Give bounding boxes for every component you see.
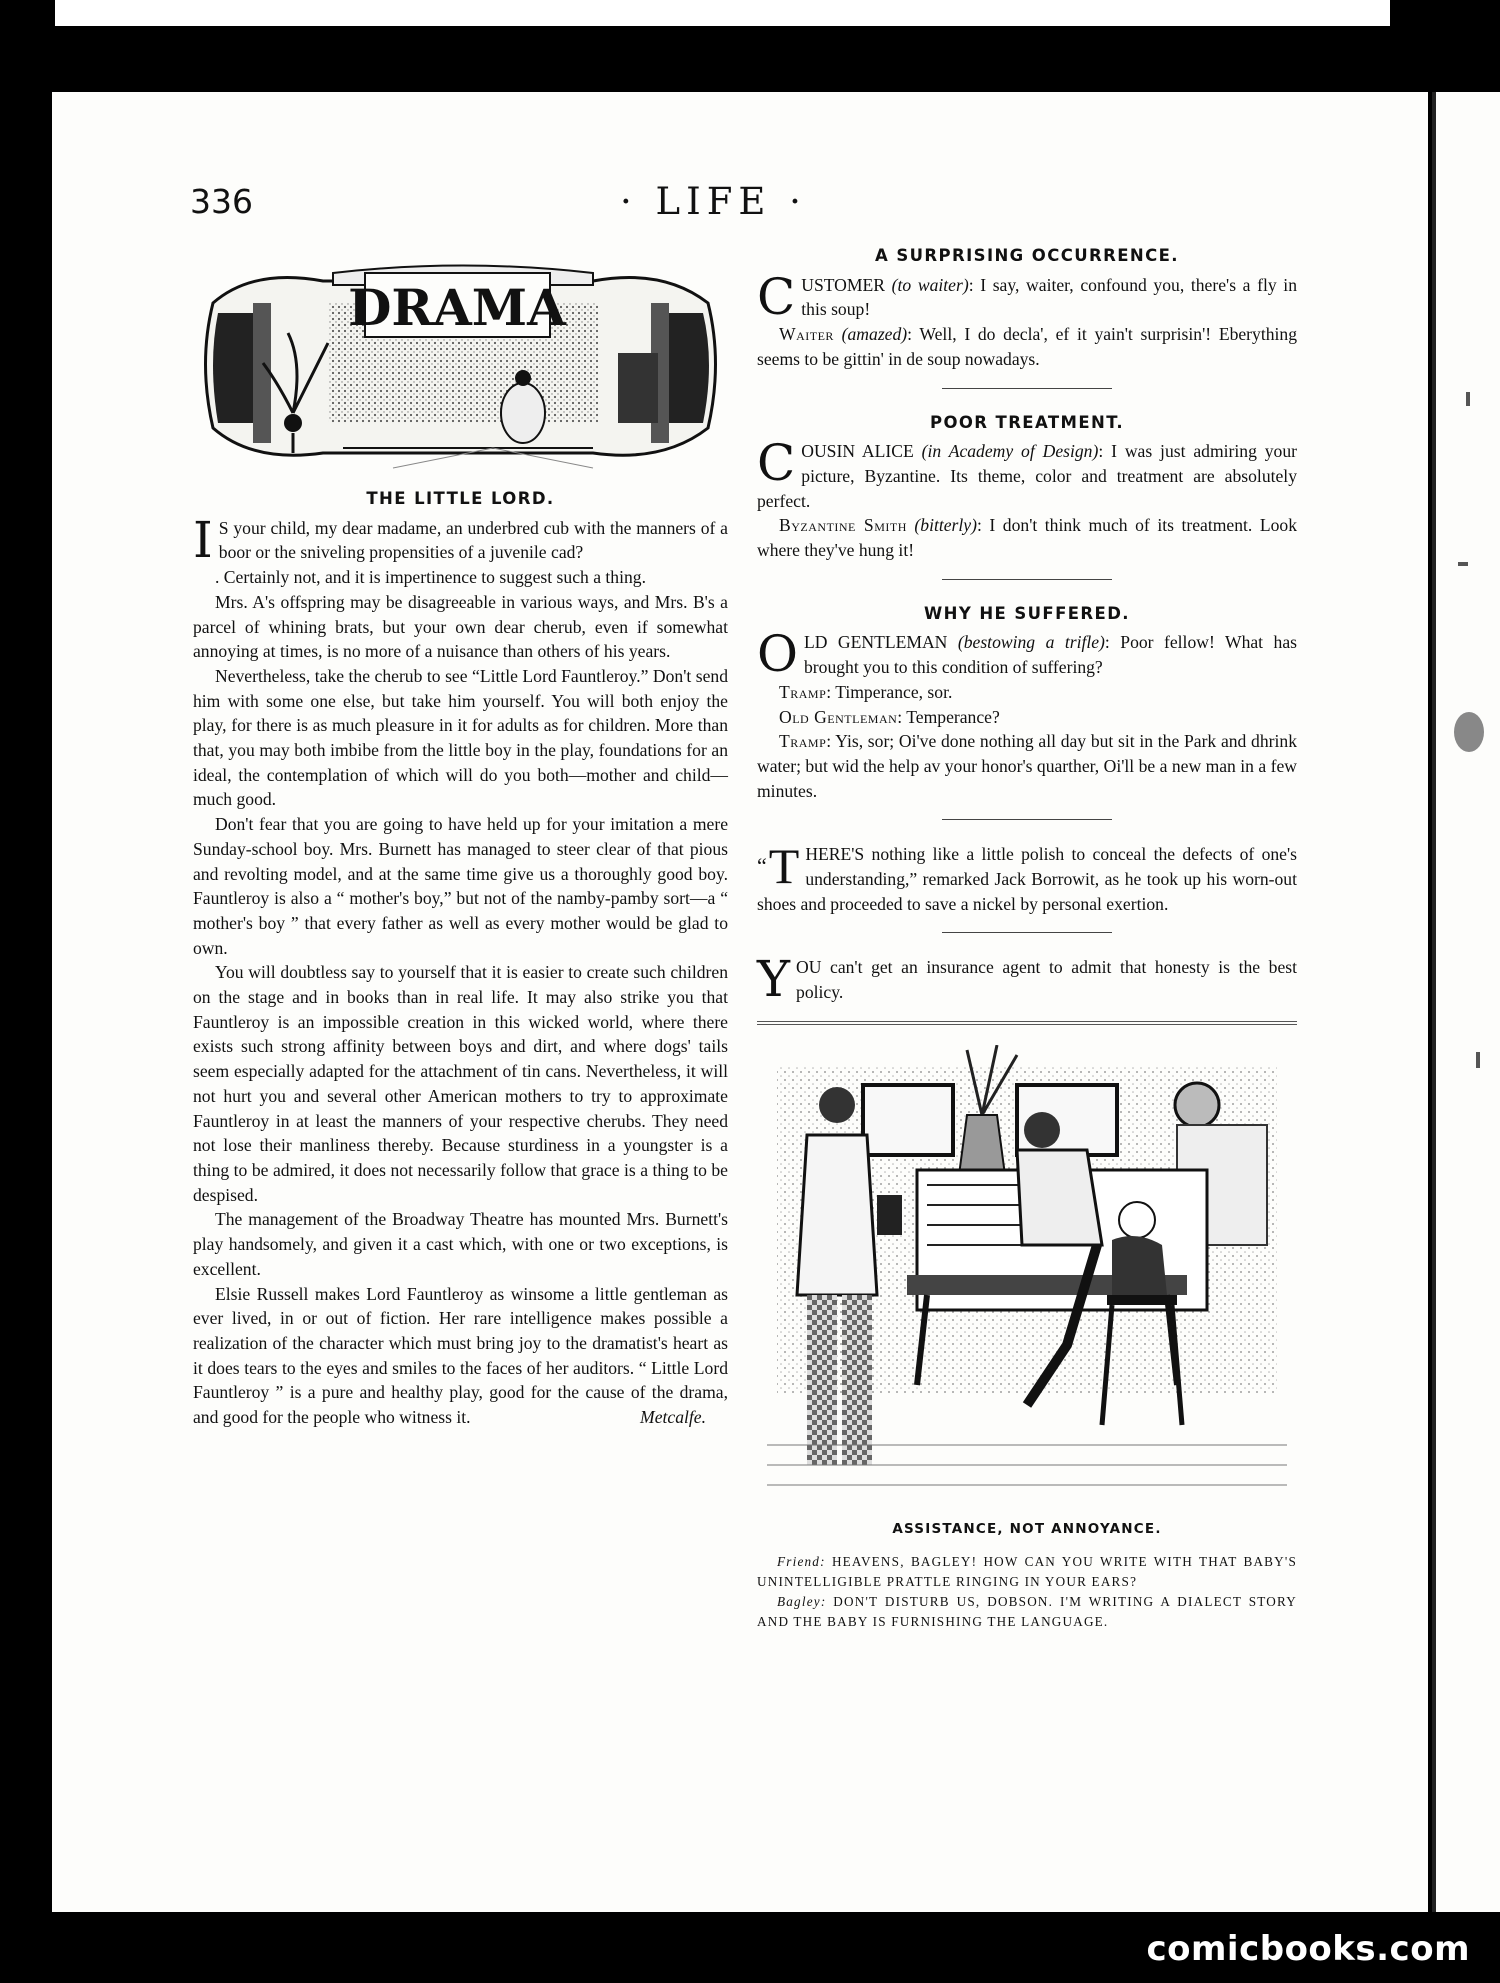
why-line-4: Tramp: Yis, sor; Oi've done nothing all day but sit in the Park and dhrink water; but wid the help av your honor's quarther, Oi'll be a new man in a few minutes. [757, 731, 1297, 801]
why-line-3: Old Gentleman: Temperance? [779, 706, 1000, 727]
why-line-1: OLD GENTLEMAN (bestowing a trifle): Poor fellow! What has brought you to this condition of suffering? [757, 625, 1298, 684]
drama-heading: THE LITTLE LORD. [366, 489, 555, 508]
jokes-column [757, 238, 1297, 1632]
masthead-title: · LIFE · [620, 180, 807, 223]
poor-line-2: Byzantine Smith (bitterly): I don't think much of its treatment. Look where they've hung it! [757, 515, 1297, 561]
divider [942, 388, 1112, 389]
caption-line-1: Friend: HEAVENS, BAGLEY! HOW CAN YOU WRITE WITH THAT BABY'S UNINTELLIGIBLE PRATTLE RINGING IN YOUR EARS? [757, 1553, 1298, 1589]
drama-dropcap: I [193, 510, 213, 569]
cartoon-illustration [767, 1045, 1287, 1505]
drama-banner-word: DRAMA [348, 278, 566, 337]
drama-paragraph-4: Nevertheless, take the cherub to see “Little Lord Fauntleroy.” Don't send him with some one else, but take him yourself. You will both enjoy the play, for there is as much pleasure in it for adults as for children. More than that, you may both imbibe from the little boy in the play, foundations for an ideal, the contemplation of which will do you both—mother and child—much good. [193, 665, 728, 810]
next-page-edge [1432, 92, 1500, 1912]
why-heading: WHY HE SUFFERED. [924, 603, 1130, 623]
drama-paragraph-6: You will doubtless say to yourself that it is easier to create such children on the stage and in books than in real life. It may also strike you that Fauntleroy is an impossible creation in this wicked world, where there exists such strong affinity between boys and dirt, and where dogs' tails seem especially adapted for the attachment of tin cans. Nevertheless, it will not hurt you and several other American mothers to try to approximate Fauntleroy in at least the manners of your respective cherubs. They need not lose their manliness thereby. Because sturdiness in a youngster is a thing to be admired, it does not necessarily follow that grace is a thing to be despised. [193, 962, 728, 1205]
surprising-line-2: Waiter (amazed): Well, I do decla', ef it yain't surprisin'! Eberything seems to be gittin' in de soup nowadays. [757, 324, 1297, 369]
divider [942, 579, 1112, 580]
cartoon-caption-heading: ASSISTANCE, NOT ANNOYANCE. [892, 1520, 1162, 1537]
drama-paragraph-3: Mrs. A's offspring may be disagreeable in various ways, and Mrs. B's a parcel of whining brats, but your own dear cherub, even if somewhat annoying at times, is no more of a nuisance than others of his years. [193, 591, 728, 662]
double-divider [757, 1021, 1297, 1025]
page-number: 336 [190, 182, 253, 221]
poor-heading: POOR TREATMENT. [929, 412, 1125, 432]
surprising-heading: A SURPRISING OCCURRENCE. [875, 246, 1179, 265]
surprising-line-1: CUSTOMER (to waiter): I say, waiter, confound you, there's a fly in this soup! [757, 267, 1297, 326]
why-line-2: Tramp: Timperance, sor. [779, 681, 953, 702]
polish-joke: “T HERE'S nothing like a little polish to conceal the defects of one's understanding,” remarked Jack Borrowit, as he took up his worn-out shoes and proceeded to save a nickel by personal exertion. [757, 838, 1297, 914]
drama-paragraph-1: I S your child, my dear madame, an underbred cub with the manners of a boor or the sniveling propensities of a juvenile cad? [193, 510, 728, 569]
previous-page-edge [55, 0, 1390, 26]
cartoon-caption [757, 1552, 1297, 1632]
drama-paragraph-2: . Certainly not, and it is impertinence to suggest such a thing. [215, 567, 646, 588]
divider [942, 819, 1112, 820]
drama-paragraph-5: Don't fear that you are going to have held up for your imitation a mere Sunday-school boy. Mrs. Burnett has managed to steer clear of that pious and revolting model, and at the same time give us a thoroughly good boy. Fauntleroy is also a “ mother's boy,” but not of the namby-pamby sort—a “ mother's boy ” that every father as well as every mother would be glad to own. [193, 814, 728, 958]
insurance-joke: YOU can't get an insurance agent to admit that honesty is the best policy. [757, 950, 1297, 1009]
divider [942, 932, 1112, 933]
drama-paragraph-8: Elsie Russell makes Lord Fauntleroy as winsome a little gentleman as ever lived, in or out of fiction. Her rare intelligence makes possible a realization of the character which must bring joy to the dramatist's heart as it does tears to the eyes and smiles to the faces of her auditors. “ Little Lord Fauntleroy ” is a pure and healthy play, good for the cause of the drama, and good for the people who witness it. Metcalfe. [193, 1282, 728, 1430]
watermark: comicbooks.com [1146, 1929, 1470, 1969]
drama-column [193, 263, 728, 1430]
drama-paragraph-7: The management of the Broadway Theatre has mounted Mrs. Burnett's play handsomely, and given it a cast which, with one or two exceptions, is excellent. [193, 1209, 728, 1279]
drama-signature: Metcalfe. [640, 1407, 706, 1428]
poor-line-1: COUSIN ALICE (in Academy of Design): I was just admiring your picture, Byzantine. Its theme, color and treatment are absolutely perfect. [757, 434, 1297, 511]
drama-banner-illustration [193, 263, 728, 473]
caption-line-2: Bagley: DON'T DISTURB US, DOBSON. I'M WRITING A DIALECT STORY AND THE BABY IS FURNISHING THE LANGUAGE. [757, 1593, 1297, 1629]
